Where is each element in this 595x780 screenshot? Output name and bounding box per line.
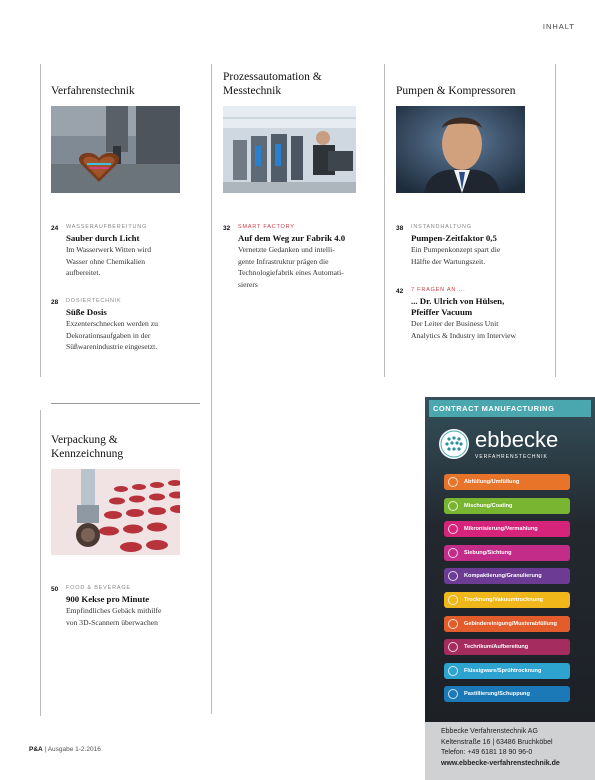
service-icon bbox=[448, 477, 458, 487]
logo-wordmark: ebbecke bbox=[475, 427, 559, 452]
service-icon bbox=[448, 666, 458, 676]
service-label: Trocknung/Vakuumtrocknung bbox=[464, 597, 543, 603]
company-website-link[interactable]: www.ebbecke-verfahrenstechnik.de bbox=[441, 759, 560, 767]
entry-description: Hälfte der Wartungszeit. bbox=[411, 256, 486, 266]
column-divider bbox=[40, 64, 41, 377]
entry-title: Auf dem Weg zur Fabrik 4.0 bbox=[238, 233, 346, 243]
company-address: Keltenstraße 16 | 63486 Bruchköbel bbox=[441, 738, 553, 746]
entry-description: aufbereitet. bbox=[66, 268, 101, 277]
service-label: Gebindereinigung/Musterabfüllung bbox=[464, 620, 557, 627]
section-divider bbox=[51, 403, 200, 404]
ad-contact bbox=[425, 722, 595, 780]
page-number: 32 bbox=[223, 225, 231, 232]
entry-description: Empfindliches Gebäck mithilfe bbox=[66, 606, 162, 615]
toc-entry[interactable] bbox=[51, 224, 201, 279]
toc-entry[interactable] bbox=[396, 287, 551, 341]
service-icon bbox=[448, 548, 458, 558]
toc-entry[interactable] bbox=[51, 298, 201, 353]
photo-gingerbread-heart bbox=[51, 106, 180, 193]
service-icon bbox=[448, 571, 458, 581]
page-number: 24 bbox=[51, 225, 59, 232]
entry-category: 7 FRAGEN AN ... bbox=[411, 287, 466, 293]
service-icon bbox=[448, 501, 458, 511]
service-icon bbox=[448, 619, 458, 629]
ebbecke-logo bbox=[439, 427, 584, 465]
service-icon bbox=[448, 642, 458, 652]
service-label: Flüssigware/Sprühtrocknung bbox=[464, 667, 542, 674]
footer-separator: | bbox=[44, 746, 48, 753]
page-number: 50 bbox=[51, 586, 59, 593]
column-divider bbox=[211, 64, 212, 714]
ad-service-bar bbox=[444, 498, 570, 514]
ad-service-bar bbox=[444, 521, 570, 537]
column-divider bbox=[384, 64, 385, 377]
page-number: 38 bbox=[396, 225, 404, 232]
entry-title: 900 Kekse pro Minute bbox=[66, 594, 150, 604]
entry-description: Im Wasserwerk Witten wird bbox=[66, 245, 152, 254]
entry-description: Analytics & Industry im Interview bbox=[411, 330, 517, 340]
service-label: Siebung/Sichtung bbox=[464, 549, 512, 556]
page-footer bbox=[29, 746, 101, 753]
section-title-verfahrenstechnik: Verfahrenstechnik bbox=[51, 85, 135, 97]
entry-description: Der Leiter der Business Unit bbox=[411, 319, 499, 328]
entry-description: Süßwarenindustrie eingesetzt. bbox=[66, 342, 158, 351]
ad-service-bar bbox=[444, 639, 570, 655]
ad-service-bar bbox=[444, 474, 570, 490]
ad-banner: CONTRACT MANUFACTURING bbox=[429, 400, 591, 417]
entry-description: gente Infrastruktur prägen die bbox=[238, 256, 329, 266]
entry-category: DOSIERTECHNIK bbox=[66, 298, 122, 304]
service-label: Pastillierung/Schuppung bbox=[464, 691, 530, 698]
service-icon bbox=[448, 595, 458, 605]
entry-description: sierers bbox=[238, 279, 258, 289]
ad-service-bar bbox=[444, 568, 570, 584]
entry-title: ... Dr. Ulrich von Hülsen, bbox=[411, 296, 505, 306]
photo-factory-hall bbox=[223, 106, 356, 193]
section-title-prozessautomation: Prozessautomation & Messtechnik bbox=[223, 71, 322, 97]
service-label: Mischung/Coating bbox=[464, 502, 513, 509]
logo-subline: VERFAHRENSTECHNIK bbox=[475, 454, 548, 460]
issue-info: Ausgabe 1-2.2016 bbox=[47, 746, 101, 753]
service-label: Mikronisierung/Vermahlung bbox=[464, 526, 538, 533]
ad-service-bar bbox=[444, 686, 570, 702]
logo-globe-icon bbox=[439, 429, 469, 459]
company-name: Ebbecke Verfahrenstechnik AG bbox=[441, 728, 538, 735]
entry-description: Exzenterschnecken werden zu bbox=[66, 319, 158, 328]
column-divider bbox=[555, 64, 556, 377]
ad-service-bar bbox=[444, 663, 570, 679]
entry-category: INSTANDHALTUNG bbox=[411, 224, 472, 230]
section-label: INHALT bbox=[542, 22, 575, 31]
toc-entry[interactable] bbox=[223, 224, 373, 290]
entry-description: Dekorationsaufgaben in der bbox=[66, 330, 151, 340]
service-icon bbox=[448, 524, 458, 534]
entry-title: Pumpen-Zeitfaktor 0,5 bbox=[411, 233, 497, 243]
section-title-verpackung: Verpackung & Kennzeichnung bbox=[51, 434, 124, 460]
entry-description: Wasser ohne Chemikalien bbox=[66, 256, 146, 266]
entry-description: von 3D-Scannern überwachen bbox=[66, 617, 158, 627]
column-divider bbox=[40, 410, 41, 716]
entry-description: Vernetzte Gedanken und intelli- bbox=[238, 245, 335, 254]
entry-title: Süße Dosis bbox=[66, 307, 107, 317]
service-label: Abfüllung/Umfüllung bbox=[464, 479, 520, 485]
service-label: Kompaktierung/Granulierung bbox=[464, 573, 542, 580]
ad-service-bar bbox=[444, 545, 570, 561]
toc-entry[interactable] bbox=[396, 224, 551, 267]
section-title-pumpen: Pumpen & Kompressoren bbox=[396, 85, 516, 97]
ad-service-bar bbox=[444, 616, 570, 632]
advertisement-ebbecke[interactable] bbox=[425, 397, 595, 780]
service-icon bbox=[448, 689, 458, 699]
page-number: 42 bbox=[396, 288, 404, 295]
entry-category: FOOD & BEVERAGE bbox=[66, 585, 131, 591]
page-number: 28 bbox=[51, 299, 59, 306]
company-phone: Telefon: +49 6181 18 90 96-0 bbox=[441, 749, 533, 756]
toc-entry[interactable] bbox=[51, 585, 206, 628]
entry-description: Ein Pumpenkonzept spart die bbox=[411, 245, 501, 254]
entry-category: SMART FACTORY bbox=[238, 224, 295, 230]
photo-portrait bbox=[396, 106, 525, 193]
magazine-brand: P&A bbox=[29, 746, 43, 753]
entry-title: Sauber durch Licht bbox=[66, 233, 140, 243]
ad-service-bar bbox=[444, 592, 570, 608]
entry-description: Technologiefabrik eines Automati- bbox=[238, 268, 344, 277]
photo-biscuit-line bbox=[51, 469, 180, 555]
entry-title: Pfeiffer Vacuum bbox=[411, 307, 473, 317]
entry-category: WASSERAUFBEREITUNG bbox=[66, 224, 148, 230]
service-label: Techrikum/Aufbereitung bbox=[464, 644, 529, 651]
